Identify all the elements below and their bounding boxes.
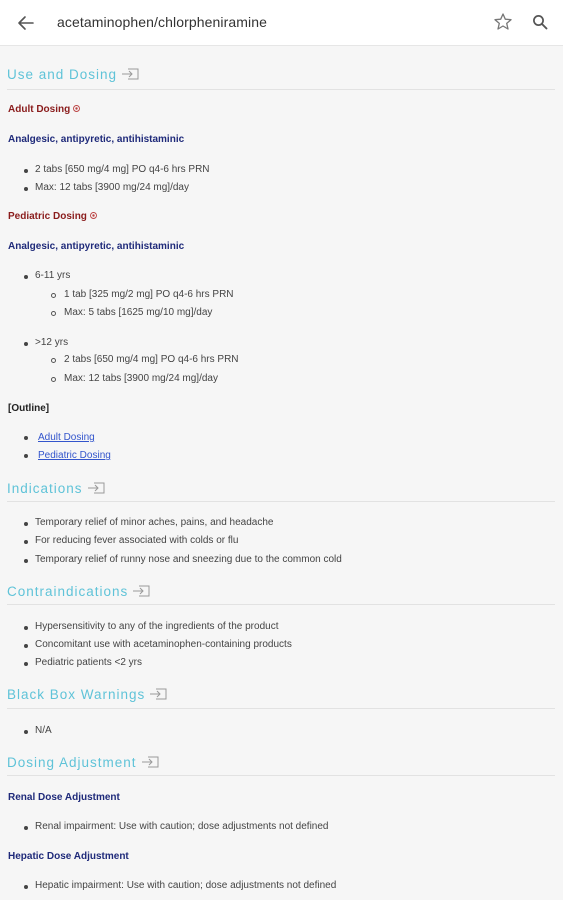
list-item: Temporary relief of minor aches, pains, and headache [35,517,274,528]
list-item: >12 yrs [35,337,69,348]
sub-bullet [51,311,56,316]
bullet [24,730,28,734]
list-item: Renal impairment: Use with caution; dose adjustments not defined [35,821,329,832]
list-item: Concomitant use with acetaminophen-containing products [35,639,292,650]
section-title-text: Contraindications [7,584,129,599]
bullet [24,559,28,563]
list-item: Hepatic impairment: Use with caution; dose adjustments not defined [35,880,337,891]
list-item: 2 tabs [650 mg/4 mg] PO q4-6 hrs PRN [35,164,210,175]
outline-heading: [Outline] [8,403,50,414]
page-title: acetaminophen/chlorpheniramine [57,14,268,30]
monograph-content[interactable] [0,46,563,900]
info-icon[interactable] [90,212,97,219]
expand-section-icon [121,68,139,80]
bullet [24,436,28,440]
bullet [24,885,28,889]
bullet [24,187,28,191]
list-item: 2 tabs [650 mg/4 mg] PO q4-6 hrs PRN [64,354,239,365]
bullet [24,644,28,648]
list-item: Hypersensitivity to any of the ingredients of the product [35,621,279,632]
list-item: Temporary relief of runny nose and sneezing due to the common cold [35,554,342,565]
list-item: Pediatric patients <2 yrs [35,657,142,668]
bullet [24,826,28,830]
outline-link-adult-dosing[interactable]: Adult Dosing [38,432,95,443]
sub-bullet [51,377,56,382]
bullet [24,169,28,173]
bullet [24,454,28,458]
section-divider [7,708,555,709]
info-icon[interactable] [73,105,80,112]
pediatric-dosing-heading [8,211,97,222]
section-title-contraindications[interactable] [7,584,150,599]
list-item: For reducing fever associated with colds or flu [35,535,239,546]
renal-adjustment-heading: Renal Dose Adjustment [8,792,120,803]
bullet [24,662,28,666]
adult-dosing-label: Adult Dosing [8,104,71,115]
section-title-text: Dosing Adjustment [7,755,137,770]
bullet [24,275,28,279]
outline-link-pediatric-dosing[interactable]: Pediatric Dosing [38,450,111,461]
pediatric-indication-heading: Analgesic, antipyretic, antihistaminic [8,241,185,252]
list-item: Max: 12 tabs [3900 mg/24 mg]/day [35,182,189,193]
adult-indication-heading: Analgesic, antipyretic, antihistaminic [8,134,185,145]
expand-section-icon [87,482,105,494]
section-divider [7,89,555,90]
section-title-text: Use and Dosing [7,67,118,82]
hepatic-adjustment-heading: Hepatic Dose Adjustment [8,851,129,862]
section-title-black-box-warnings[interactable] [7,687,167,702]
bullet [24,522,28,526]
bullet [24,626,28,630]
expand-section-icon [141,756,159,768]
section-title-dosing-adjustment[interactable] [7,755,159,770]
section-title-text: Black Box Warnings [7,687,146,702]
section-title-use-and-dosing[interactable] [7,67,139,82]
sub-bullet [51,293,56,298]
search-icon[interactable] [532,14,548,30]
star-outline-icon[interactable] [493,12,513,32]
section-divider [7,501,555,502]
list-item: Max: 5 tabs [1625 mg/10 mg]/day [64,307,213,318]
app-bar [0,0,563,46]
pediatric-dosing-label: Pediatric Dosing [8,211,87,222]
list-item: Max: 12 tabs [3900 mg/24 mg]/day [64,373,218,384]
adult-dosing-heading [8,104,80,115]
arrow-left-icon[interactable] [17,13,35,33]
expand-section-icon [149,688,167,700]
bullet [24,540,28,544]
section-divider [7,775,555,776]
section-title-text: Indications [7,481,83,496]
list-item: 6-11 yrs [35,270,71,281]
expand-section-icon [132,585,150,597]
section-divider [7,604,555,605]
section-title-indications[interactable] [7,481,105,496]
list-item: 1 tab [325 mg/2 mg] PO q4-6 hrs PRN [64,289,234,300]
bullet [24,342,28,346]
sub-bullet [51,358,56,363]
list-item: N/A [35,725,52,736]
